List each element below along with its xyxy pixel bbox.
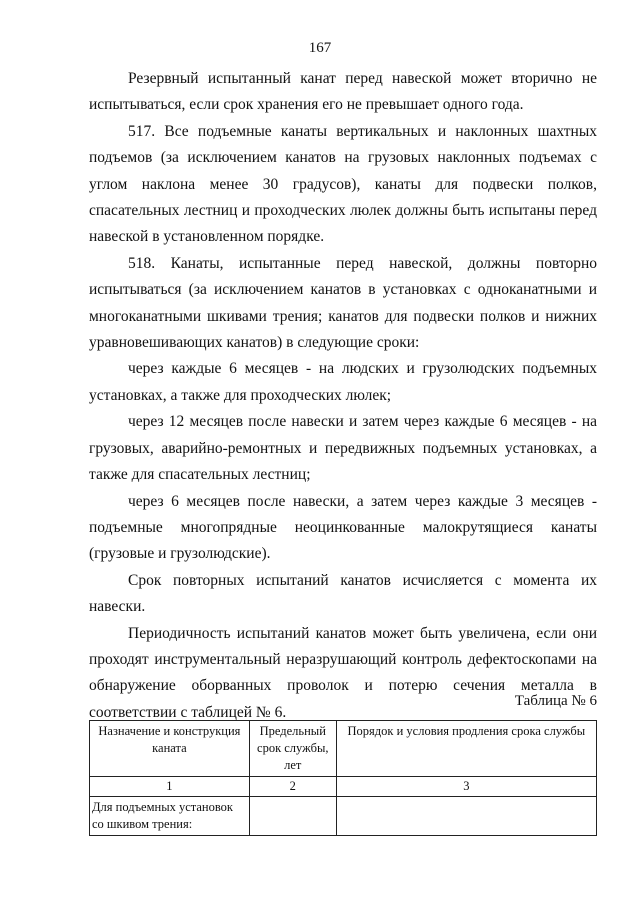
table-caption: Таблица № 6 (514, 693, 597, 709)
table-cell (336, 797, 596, 836)
paragraph-term-6-3-months: через 6 месяцев после навески, а затем через каждые 3 месяцев - подъемные многопрядные неоцинкованные малокрутящиеся канаты (грузовые и грузолюдские). (89, 492, 597, 563)
paragraph-517: 517. Все подъемные канаты вертикальных и наклонных шахтных подъемов (за исключением канатов на грузовых наклонных подъемах с углом наклона менее 30 градусов), канаты для подвески полков, спасательных лестниц и проходческих люлек должны быть испытаны перед навеской в установленном порядке. (89, 122, 597, 246)
table-row (90, 797, 597, 836)
table-cell (249, 797, 336, 836)
rope-service-table (89, 720, 597, 836)
document-body (89, 66, 597, 726)
table-column-number-row (90, 777, 597, 797)
table-column-number: 3 (336, 777, 596, 797)
paragraph-reserve-rope: Резервный испытанный канат перед навеской может вторично не испытываться, если срок хранения его не превышает одного года. (89, 70, 597, 114)
table-header-purpose: Назначение и конструкция каната (90, 721, 250, 777)
paragraph-518: 518. Канаты, испытанные перед навеской, должны повторно испытываться (за исключением канатов в установках с одноканатными и многоканатными шкивами трения; канатов для подвески полков и нижних уравновешивающих канатов) в следующие сроки: (89, 254, 597, 352)
paragraph-test-periodicity: Периодичность испытаний канатов может быть увеличена, если они проходят инструментальный неразрушающий контроль дефектоскопами на обнаружение оборванных проволок и потерю сечения металла в соответствии с таблицей № 6. (89, 624, 597, 721)
page-number: 167 (308, 40, 332, 56)
table-column-number: 1 (90, 777, 250, 797)
paragraph-term-6-months: через каждые 6 месяцев - на людских и грузолюдских подъемных установках, а также для проходческих люлек; (89, 360, 597, 404)
table-header-extension-procedure: Порядок и условия продления срока службы (336, 721, 596, 777)
paragraph-term-12-months: через 12 месяцев после навески и затем через каждые 6 месяцев - на грузовых, аварийно-ремонтных и передвижных подъемных установках, а также для спасательных лестниц; (89, 413, 597, 484)
table-cell: Для подъемных установок со шкивом трения: (90, 797, 250, 836)
paragraph-repeat-test-period: Срок повторных испытаний канатов исчисляется с момента их навески. (89, 571, 597, 616)
table-header-service-life: Предельный срок службы, лет (249, 721, 336, 777)
table-header-row (90, 721, 597, 777)
table-column-number: 2 (249, 777, 336, 797)
